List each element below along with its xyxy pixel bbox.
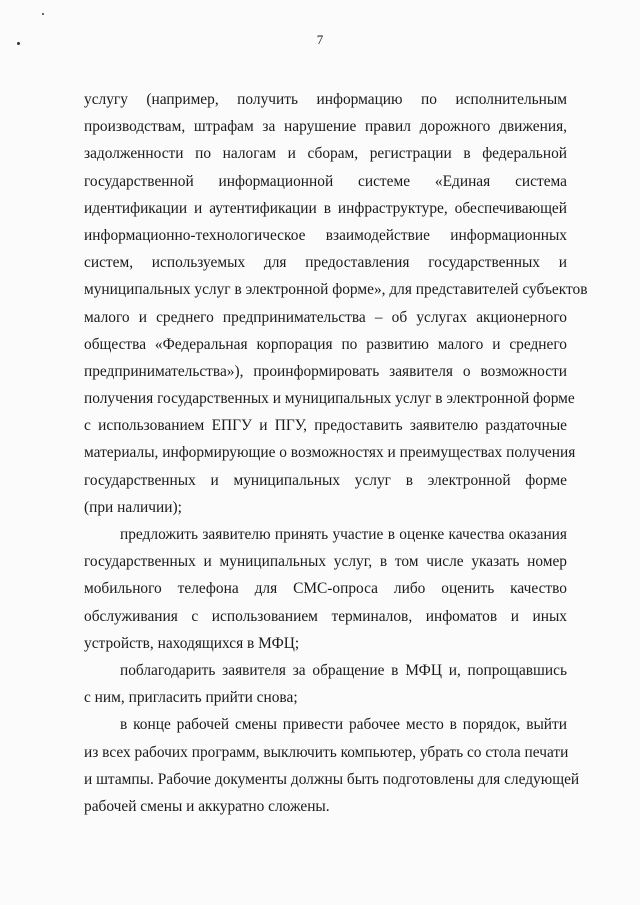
text-line: государственной информационной системе «Единая система [84,172,567,190]
text-line: государственных и муниципальных услуг, в том числе указать номер [84,553,567,571]
paragraph [84,657,567,711]
page-number: 7 [316,32,324,47]
text-line: с ним, пригласить прийти снова; [84,689,298,707]
text-line: материалы, информирующие о возможностях и преимуществах получения [84,444,576,462]
text-line: устройств, находящихся в МФЦ; [84,634,300,652]
text-line: предложить заявителю принять участие в оценке качества оказания [120,526,567,543]
paragraph [84,521,567,657]
text-line: услугу (например, получить информацию по исполнительным [84,91,567,108]
text-line: получения государственных и муниципальных услуг в электронной форме [84,390,575,408]
text-line: с использованием ЕПГУ и ПГУ, предоставить заявителю раздаточные [84,417,567,435]
text-line: в конце рабочей смены привести рабочее место в порядок, выйти [120,716,567,734]
text-line: государственных и муниципальных услуг в электронной форме [84,471,567,489]
text-line: рабочей смены и аккуратно сложены. [84,797,330,815]
text-line: производствам, штрафам за нарушение правил дорожного движения, [84,118,567,136]
text-line: обслуживания с использованием терминалов, инфоматов и иных [84,607,567,625]
text-line: муниципальных услуг в электронной форме», для представителей субъектов [84,281,588,299]
paragraph [84,711,580,820]
text-line: предпринимательства»), проинформировать заявителя о возможности [84,362,567,380]
text-line: из всех рабочих программ, выключить компьютер, убрать со стола печати [84,743,569,761]
text-line: общества «Федеральная корпорация по развитию малого и среднего [84,335,567,353]
text-line: мобильного телефона для СМС-опроса либо оценить качество [84,580,567,598]
text-line: задолженности по налогам и сборам, регистрации в федеральной [84,145,567,163]
document-body [84,86,588,820]
text-line: систем, используемых для предоставления государственных и [84,254,567,272]
text-line: идентификации и аутентификации в инфраструктуре, обеспечивающей [84,199,567,217]
paragraph [84,86,588,521]
text-line: и штампы. Рабочие документы должны быть подготовлены для следующей [84,770,580,788]
text-line: малого и среднего предпринимательства – об услугах акционерного [84,308,567,326]
text-line: поблагодарить заявителя за обращение в МФЦ и, попрощавшись [120,661,567,679]
text-line: информационно-технологическое взаимодействие информационных [84,226,567,244]
scan-speck [42,13,44,15]
text-line: (при наличии); [84,498,182,516]
